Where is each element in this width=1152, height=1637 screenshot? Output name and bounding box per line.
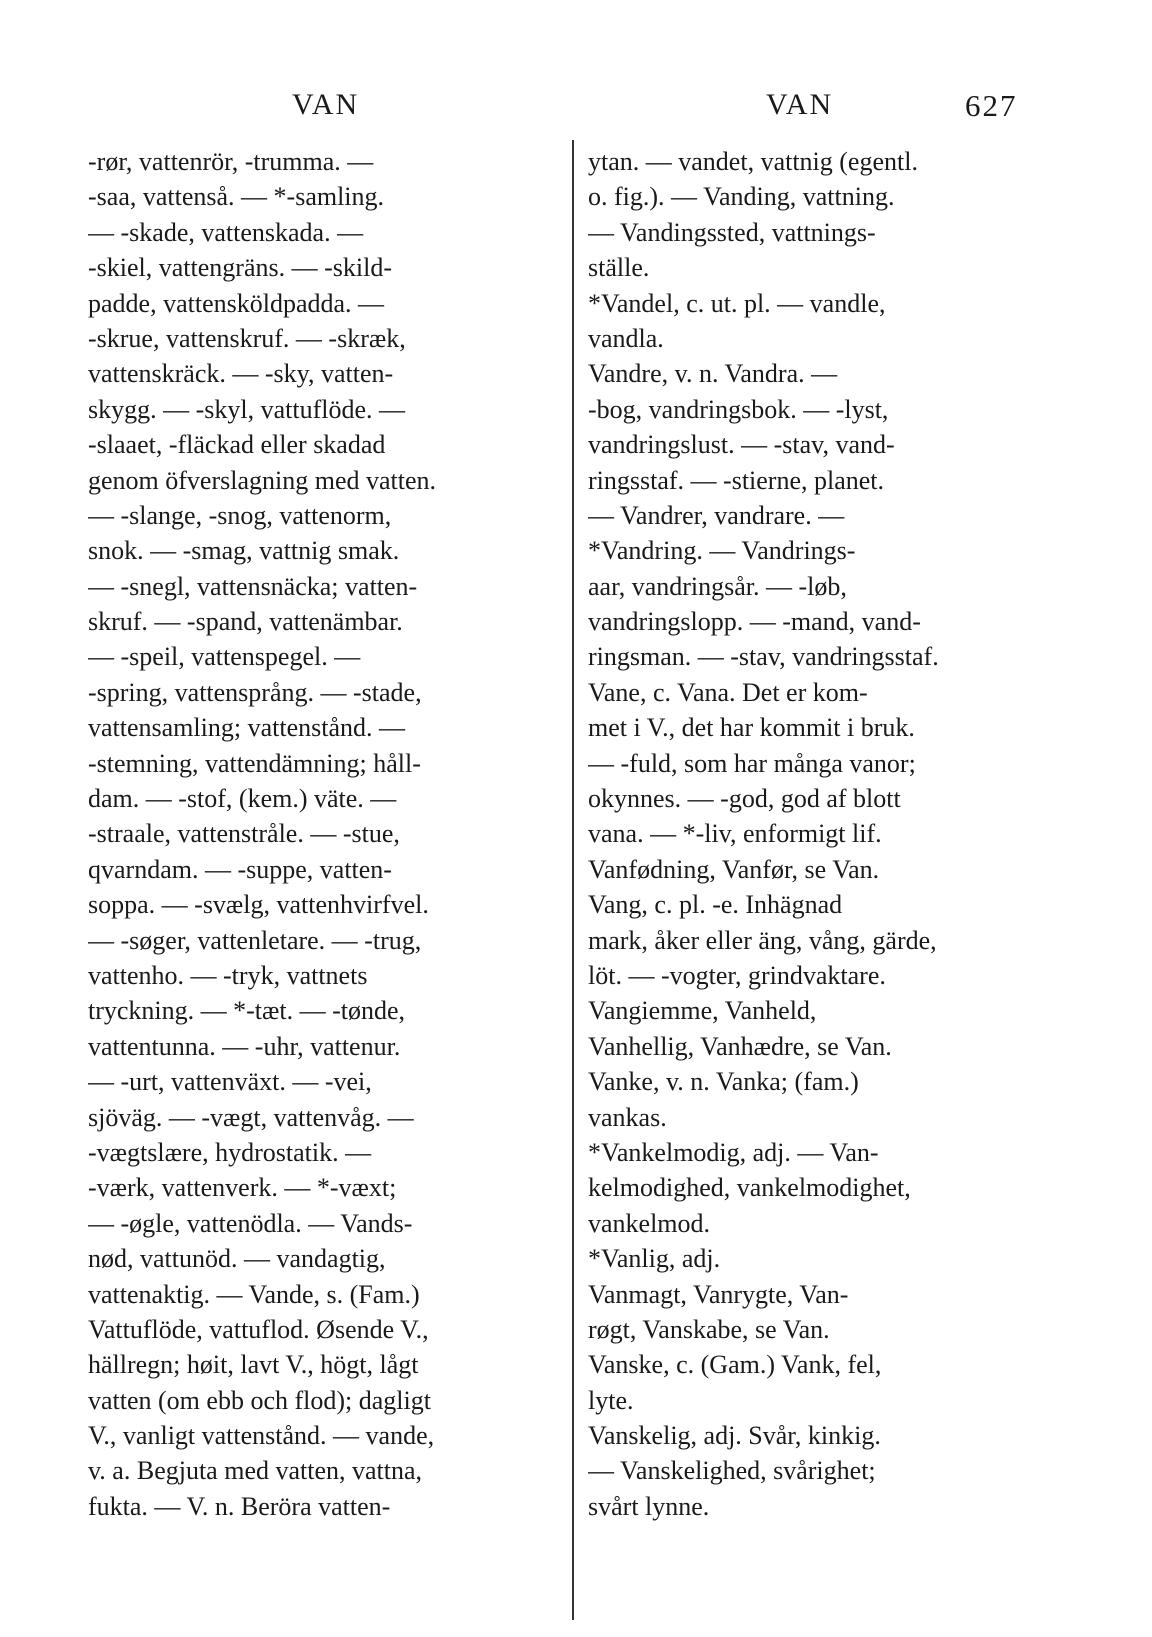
entry-line: *Vankelmodig, adj. — Van- — [588, 1137, 879, 1167]
entry-line: -bog, vandringsbok. — -lyst, — [588, 394, 889, 424]
entry-line: Vane, c. Vana. Det er kom- — [588, 677, 868, 707]
header-left-guide-word: VAN — [292, 88, 360, 121]
entry-line: mark, åker eller äng, vång, gärde, — [588, 925, 937, 955]
entry-line: — Vanskelighed, svårighet; — [588, 1456, 876, 1486]
entry-line: vandringslopp. — -mand, vand- — [588, 607, 921, 637]
entry-line: skruf. — -spand, vattenämbar. — [88, 607, 403, 637]
entry-line: Vattuflöde, vattuflod. Øsende V., — [88, 1314, 429, 1344]
entry-line: vattentunna. — -uhr, vattenur. — [88, 1031, 401, 1061]
entry-line: vattenskräck. — -sky, vatten- — [88, 359, 394, 389]
entry-line: Vanke, v. n. Vanka; (fam.) — [588, 1067, 859, 1097]
entry-line: *Vandel, c. ut. pl. — vandle, — [588, 288, 886, 318]
entry-line: tryckning. — *-tæt. — -tønde, — [88, 996, 406, 1026]
entry-line: -rør, vattenrör, -trumma. — — [88, 147, 374, 176]
entry-line: vandla. — [588, 323, 664, 353]
entry-line: vatten (om ebb och flod); dagligt — [88, 1385, 431, 1415]
entry-line: — -urt, vattenväxt. — -vei, — [88, 1067, 372, 1097]
entry-line: — -øgle, vattenödla. — Vands- — [88, 1208, 413, 1238]
entry-line: snok. — -smag, vattnig smak. — [88, 536, 400, 566]
entry-line: vankas. — [588, 1102, 667, 1132]
entry-line: *Vandring. — Vandrings- — [588, 536, 856, 566]
entry-line: V., vanligt vattenstånd. — vande, — [88, 1421, 435, 1451]
entry-line: — -slange, -snog, vattenorm, — [88, 500, 392, 530]
entry-line: — -snegl, vattensnäcka; vatten- — [88, 571, 418, 601]
entry-line: Vanske, c. (Gam.) Vank, fel, — [588, 1350, 882, 1380]
left-column — [88, 144, 560, 1524]
entry-line: — -søger, vattenletare. — -trug, — [88, 925, 422, 955]
entry-line: — -fuld, som har många vanor; — [588, 748, 916, 778]
entry-line: Vanskelig, adj. Svår, kinkig. — [588, 1421, 881, 1451]
entry-line: vana. — *-liv, enformigt lif. — [588, 819, 882, 849]
entry-line: — -speil, vattenspegel. — — [88, 642, 361, 672]
entry-line: Vanhellig, Vanhædre, se Van. — [588, 1031, 892, 1061]
entry-line: Vanmagt, Vanrygte, Van- — [588, 1279, 849, 1309]
entry-line: ringsman. — -stav, vandringsstaf. — [588, 642, 939, 672]
entry-line: Vang, c. pl. -e. Inhägnad — [588, 890, 843, 920]
entry-line: ytan. — vandet, vattnig (egentl. — [588, 147, 918, 176]
entry-line: sjöväg. — -vægt, vattenvåg. — — [88, 1102, 414, 1132]
entry-line: — -skade, vattenskada. — — [88, 217, 364, 247]
entry-line: v. a. Begjuta med vatten, vattna, — [88, 1456, 423, 1486]
entry-line: nød, vattunöd. — vandagtig, — [88, 1244, 386, 1274]
entry-line: vattenho. — -tryk, vattnets — [88, 960, 368, 990]
entry-line: Vanfødning, Vanfør, se Van. — [588, 854, 880, 884]
entry-line: -spring, vattensprång. — -stade, — [88, 677, 422, 707]
entry-line: -stemning, vattendämning; håll- — [88, 748, 421, 778]
entry-line: vattenaktig. — Vande, s. (Fam.) — [88, 1279, 420, 1309]
entry-line: fukta. — V. n. Beröra vatten- — [88, 1491, 391, 1521]
entry-line: genom öfverslagning med vatten. — [88, 465, 437, 495]
entry-line: — Vandingssted, vattnings- — [588, 217, 876, 247]
entry-line: soppa. — -svælg, vattenhvirfvel. — [88, 890, 429, 920]
entry-line: kelmodighed, vankelmodighet, — [588, 1173, 911, 1203]
entry-line: vankelmod. — [588, 1208, 711, 1238]
entry-line: Vangiemme, Vanheld, — [588, 996, 817, 1026]
entry-line: skygg. — -skyl, vattuflöde. — — [88, 394, 406, 424]
entry-line: hällregn; høit, lavt V., högt, lågt — [88, 1350, 419, 1380]
header-right-guide-word: VAN — [766, 88, 834, 121]
entry-line: -skrue, vattenskruf. — -skræk, — [88, 323, 406, 353]
entry-line: okynnes. — -god, god af blott — [588, 784, 901, 814]
entry-line: -saa, vattenså. — *-samling. — [88, 182, 385, 212]
entry-line: — Vandrer, vandrare. — — [588, 500, 845, 530]
entry-line: ställe. — [588, 253, 650, 283]
entry-line: ringsstaf. — -stierne, planet. — [588, 465, 885, 495]
entry-line: -værk, vattenverk. — *-væxt; — [88, 1173, 397, 1203]
entry-line: dam. — -stof, (kem.) väte. — — [88, 784, 397, 814]
entry-line: -slaaet, -fläckad eller skadad — [88, 430, 386, 460]
entry-line: Vandre, v. n. Vandra. — — [588, 359, 838, 389]
entry-line: svårt lynne. — [588, 1491, 710, 1521]
right-column — [588, 144, 1064, 1524]
entry-line: røgt, Vanskabe, se Van. — [588, 1314, 830, 1344]
page-number: 627 — [965, 88, 1018, 123]
entry-line: vattensamling; vattenstånd. — — [88, 713, 405, 743]
entry-line: met i V., det har kommit i bruk. — [588, 713, 915, 743]
entry-line: vandringslust. — -stav, vand- — [588, 430, 895, 460]
column-divider — [572, 140, 574, 1620]
entry-line: o. fig.). — Vanding, vattning. — [588, 182, 895, 212]
entry-line: aar, vandringsår. — -løb, — [588, 571, 847, 601]
entry-line: -straale, vattenstråle. — -stue, — [88, 819, 400, 849]
entry-line: lyte. — [588, 1385, 634, 1415]
entry-line: qvarndam. — -suppe, vatten- — [88, 854, 392, 884]
entry-line: löt. — -vogter, grindvaktare. — [588, 960, 886, 990]
entry-line: *Vanlig, adj. — [588, 1244, 721, 1274]
entry-line: -vægtslære, hydrostatik. — — [88, 1137, 372, 1167]
entry-line: padde, vattensköldpadda. — — [88, 288, 385, 318]
entry-line: -skiel, vattengräns. — -skild- — [88, 253, 392, 283]
